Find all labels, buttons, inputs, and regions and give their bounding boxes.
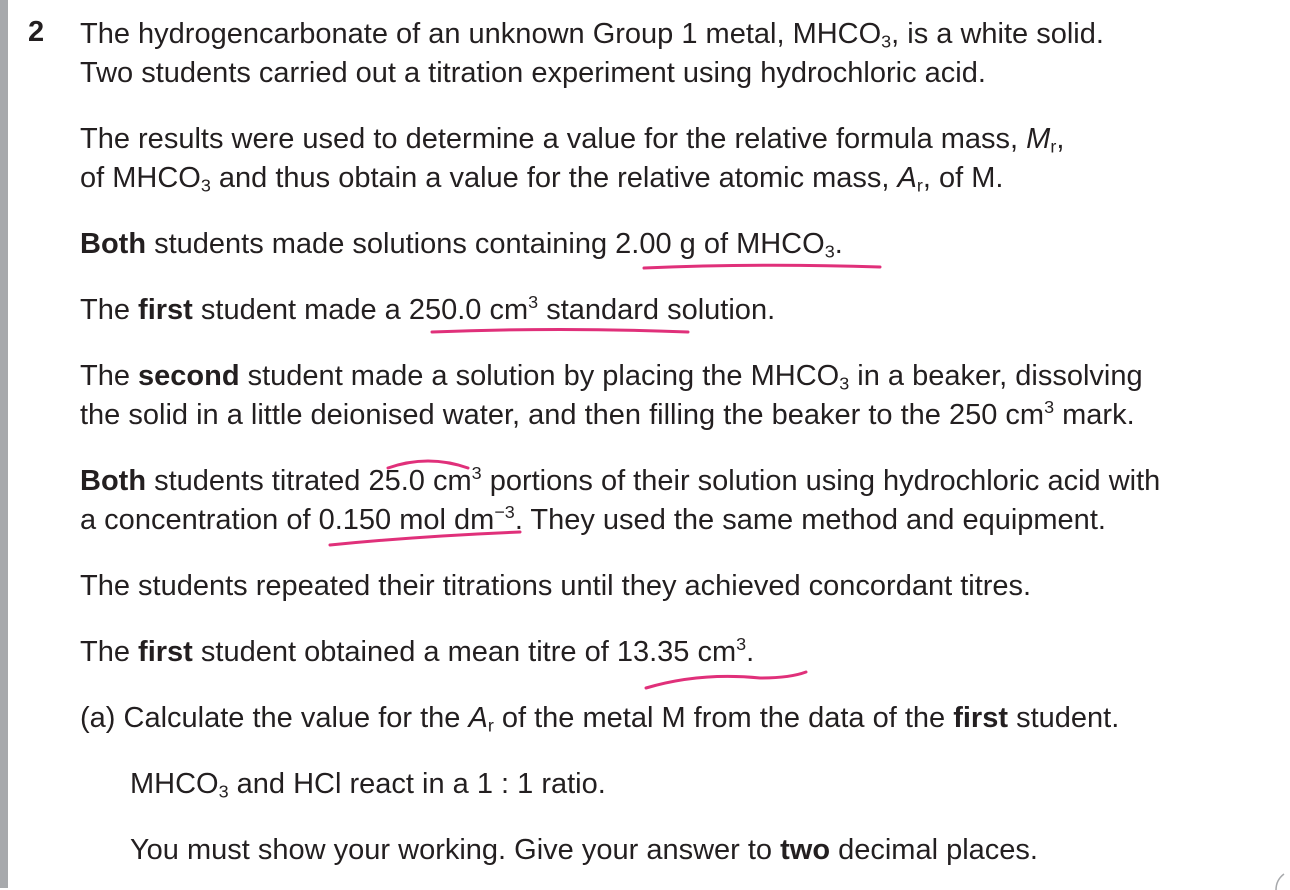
part-a-hint	[130, 766, 606, 802]
text-segment: 3	[736, 634, 747, 655]
text-segment: 3	[200, 175, 211, 196]
text-segment: decimal places.	[830, 834, 1038, 866]
text-segment: student obtained a mean titre of 13.35 cm	[192, 636, 737, 668]
text-segment: The	[80, 636, 139, 668]
text-segment: student made a solution by placing the MHCO	[239, 360, 840, 392]
text-segment: mark.	[1054, 399, 1135, 431]
stem-line	[80, 358, 1143, 394]
text-segment: The hydrogencarbonate of an unknown Group 1 metal, MHCO	[80, 18, 882, 50]
text-segment: The	[80, 294, 139, 326]
stem-line	[80, 292, 775, 328]
text-segment: .	[746, 636, 755, 668]
stem-line	[80, 160, 1003, 196]
page-corner-mark	[1270, 872, 1288, 890]
text-segment: 3	[1044, 397, 1055, 418]
part-a-instruction	[130, 832, 1038, 868]
text-segment: first	[953, 702, 1009, 734]
text-segment: portions of their solution using hydrochloric acid with	[481, 465, 1161, 497]
text-segment: r	[487, 715, 494, 736]
left-margin-rule	[0, 0, 8, 888]
stem-line	[80, 463, 1160, 499]
text-segment: a concentration of 0.150 mol dm	[80, 504, 495, 536]
text-segment: You must show your working. Give your answer to	[130, 834, 781, 866]
part-a-prompt	[80, 700, 1119, 736]
underline-250cm3-standard	[432, 330, 688, 333]
text-segment: A	[897, 162, 917, 194]
text-segment: students titrated 25.0 cm	[146, 465, 472, 497]
stem-line	[80, 16, 1104, 52]
text-segment: of the metal M from the data of the	[493, 702, 954, 734]
text-segment: the solid in a little deionised water, and then filling the beaker to the 250 cm	[80, 399, 1045, 431]
question-number: 2	[28, 16, 45, 48]
text-segment: −3	[494, 502, 515, 523]
text-segment: MHCO	[130, 768, 219, 800]
text-segment: r	[1050, 136, 1057, 157]
stem-line	[80, 502, 1106, 538]
underline-1335cm3	[646, 672, 806, 688]
text-segment: second	[138, 360, 240, 392]
stem-line	[80, 55, 986, 91]
text-segment: first	[138, 294, 193, 326]
text-segment: student made a 250.0 cm	[192, 294, 529, 326]
text-segment: , of M.	[922, 162, 1004, 194]
underline-2g-mhco3	[644, 265, 880, 268]
text-segment: , is a white solid.	[891, 18, 1104, 50]
stem-line	[80, 568, 1031, 604]
text-segment: M	[1026, 123, 1051, 155]
stem-line	[80, 121, 1064, 157]
text-segment: The	[80, 360, 139, 392]
text-segment: and HCl react in a 1 : 1 ratio.	[228, 768, 606, 800]
text-segment: . They used the same method and equipment.	[514, 504, 1106, 536]
text-segment: and thus obtain a value for the relative atomic mass,	[210, 162, 898, 194]
stem-line	[80, 397, 1135, 433]
text-segment: 3	[471, 463, 482, 484]
text-segment: student.	[1008, 702, 1120, 734]
text-segment: A	[468, 702, 488, 734]
text-segment: of MHCO	[80, 162, 201, 194]
text-segment: 3	[528, 292, 539, 313]
stem-line	[80, 634, 754, 670]
text-segment: Both	[80, 465, 147, 497]
text-segment: r	[916, 175, 923, 196]
text-segment: 3	[824, 241, 835, 262]
text-segment: two	[780, 834, 831, 866]
text-segment: ,	[1056, 123, 1065, 155]
text-segment: The students repeated their titrations until they achieved concordant titres.	[80, 570, 1032, 602]
text-segment: in a beaker, dissolving	[849, 360, 1143, 392]
text-segment: first	[138, 636, 193, 668]
text-segment: (a) Calculate the value for the	[80, 702, 469, 734]
text-segment: 3	[839, 373, 850, 394]
text-segment: Both	[80, 228, 147, 260]
text-segment: standard solution.	[538, 294, 776, 326]
text-segment: students made solutions containing 2.00 g of MHCO	[146, 228, 825, 260]
text-segment: The results were used to determine a value for the relative formula mass,	[80, 123, 1027, 155]
text-segment: 3	[218, 781, 229, 802]
text-segment: .	[834, 228, 843, 260]
text-segment: Two students carried out a titration experiment using hydrochloric acid.	[80, 57, 986, 89]
stem-line	[80, 226, 843, 262]
text-segment: 3	[881, 31, 892, 52]
